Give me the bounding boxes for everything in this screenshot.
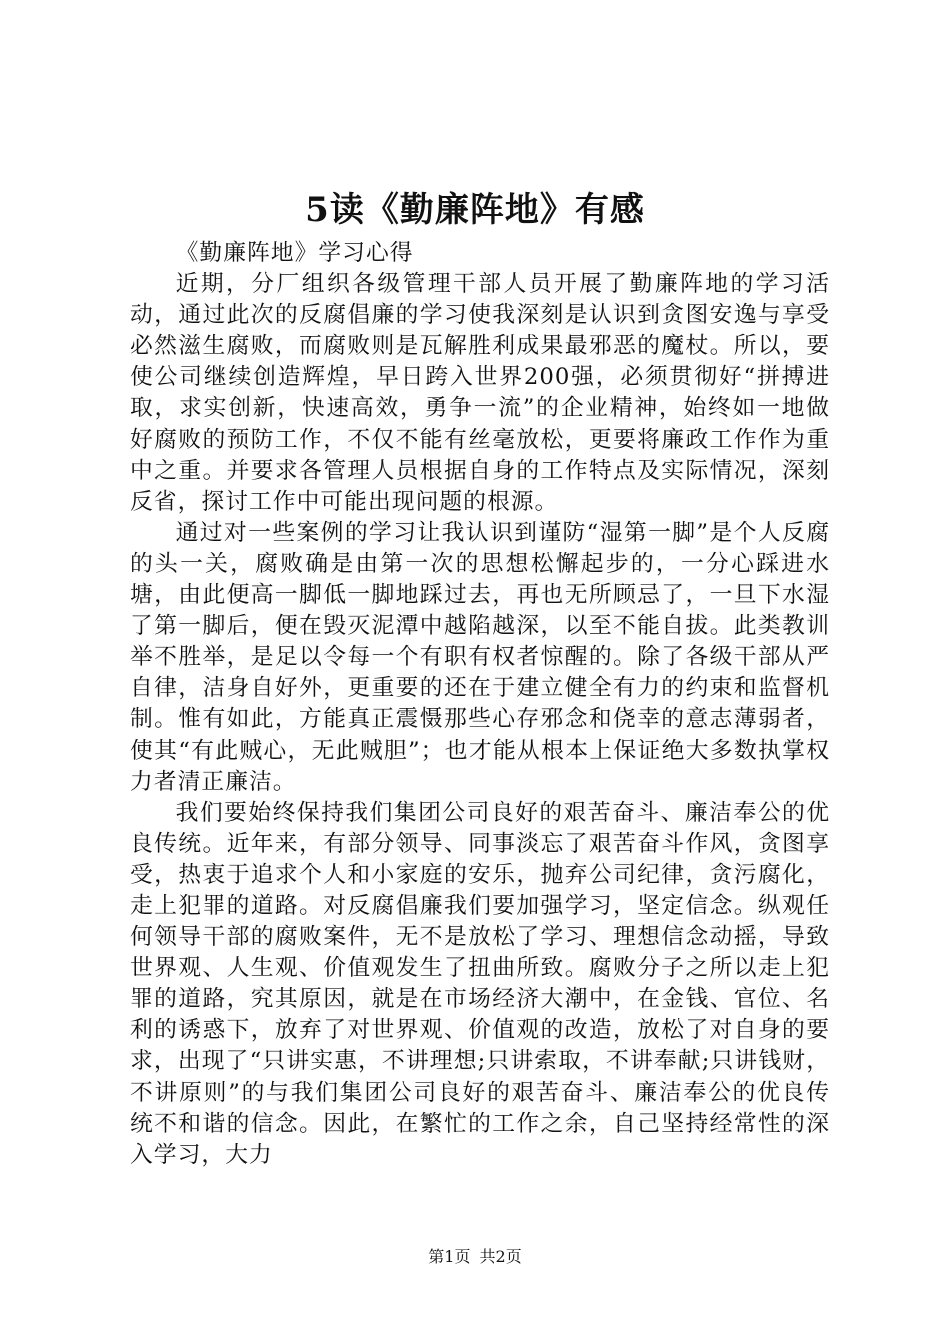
page-total: 共2页 [479,1247,522,1266]
paragraph-2: 通过对一些案例的学习让我认识到谨防“湿第一脚”是个人反腐的头一关，腐败确是由第一次的思想松懈起步的，一分心踩进水塘，由此便高一脚低一脚地踩过去，再也无所顾忌了，一旦下水湿了第一脚后，便在毁灭泥潭中越陷越深，以至不能自拔。此类教训举不胜举，是足以令每一个有职有权者惊醒的。除了各级干部从严自律，洁身自好外，更重要的还在于建立健全有力的约束和监督机制。惟有如此，方能真正震慑那些心存邪念和侥幸的意志薄弱者，使其“有此贼心，无此贼胆”；也才能从根本上保证绝大多数执掌权力者清正廉洁。 [130,519,830,795]
page-footer [0,1244,950,1267]
paragraph-1: 近期，分厂组织各级管理干部人员开展了勤廉阵地的学习活动，通过此次的反腐倡廉的学习使我深刻是认识到贪图安逸与享受必然滋生腐败，而腐败则是瓦解胜利成果最邪恶的魔杖。所以，要使公司继续创造辉煌，早日跨入世界200强，必须贯彻好“拼搏进取，求实创新，快速高效，勇争一流”的企业精神，始终如一地做好腐败的预防工作，不仅不能有丝毫放松，更要将廉政工作作为重中之重。并要求各管理人员根据自身的工作特点及实际情况，深刻反省，探讨工作中可能出现问题的根源。 [130,271,830,515]
page-number: 第1页 [428,1247,471,1266]
document-body [130,238,830,1171]
paragraph-3: 我们要始终保持我们集团公司良好的艰苦奋斗、廉洁奉公的优良传统。近年来，有部分领导、同事淡忘了艰苦奋斗作风，贪图享受，热衷于追求个人和小家庭的安乐，抛弃公司纪律，贪污腐化，走上犯罪的道路。对反腐倡廉我们要加强学习，坚定信念。纵观任何领导干部的腐败案件，无不是放松了学习、理想信念动摇，导致世界观、人生观、价值观发生了扭曲所致。腐败分子之所以走上犯罪的道路，究其原因，就是在市场经济大潮中，在金钱、官位、名利的诱惑下，放弃了对世界观、价值观的改造，放松了对自身的要求，出现了“只讲实惠，不讲理想;只讲索取，不讲奉献;只讲钱财，不讲原则”的与我们集团公司良好的艰苦奋斗、廉洁奉公的优良传统不和谐的信念。因此，在繁忙的工作之余，自己坚持经常性的深入学习，大力 [130,799,830,1168]
document-subtitle: 《勤廉阵地》学习心得 [175,240,414,266]
document-title: 5读《勤廉阵地》有感 [305,190,645,230]
